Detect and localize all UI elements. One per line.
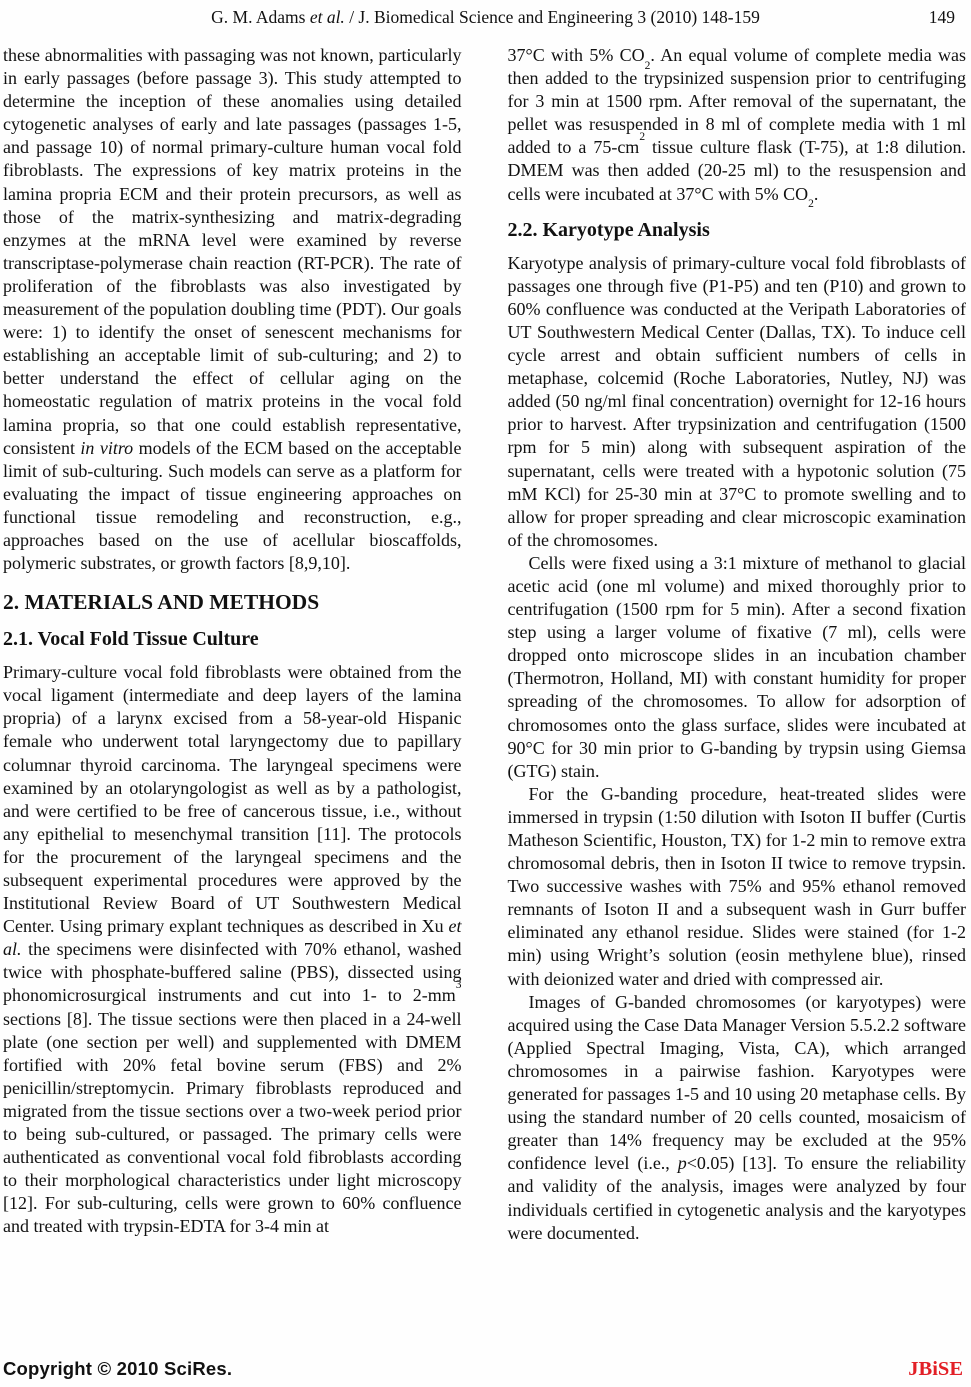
running-header: [0, 7, 971, 28]
journal-logo: JBiSE: [908, 1358, 963, 1380]
two-column-body: [3, 44, 966, 1353]
paragraph: Karyotype analysis of primary-culture vocal fold fibroblasts of passages one through five (P1-P5) and ten (P10) and grown to 60% confluence was conducted at the Veripath Laboratories of UT Southwestern Medical Center (Dallas, TX). To induce cell cycle arrest and obtain sufficient numbers of cells in metaphase, colcemid (Roche Laboratories, Nutley, NJ) was added (50 ng/ml final concentration) overnight for 12-16 hours prior to harvest. After trypsinization and centrifugation (1500 rpm for 5 min) along with subsequent aspiration of the supernatant, cells were treated with a hypotonic solution (75 mM KCl) for 25-30 min at 37°C to promote swelling and to allow for proper spreading and clear microscopic examination of the chromosomes.: [507, 252, 966, 550]
paragraph: Primary-culture vocal fold fibroblasts were obtained from the vocal ligament (intermediate and deep layers of the lamina propria) of a larynx excised from a 58-year-old Hispanic female who underwent total laryngectomy due to papillary columnar thyroid carcinoma. The laryngeal specimens were examined by an otolaryngologist as well as by a pathologist, and were certified to be free of cancerous tissue, i.e., without any epithelial to mesenchymal transition [11]. The protocols for the procurement of the laryngeal specimens and the subsequent experimental procedures were approved by the Institutional Review Board of UT Southwestern Medical Center. Using primary explant techniques as described in Xu et al. the specimens were disinfected with 70% ethanol, washed twice with phosphate-buffered saline (PBS), dissected using phonomicrosurgical instruments and cut into 1- to $2-mm^3$ sections [8]. The tissue sections were then placed in a 24-well plate (one section per well) and supplemented with DMEM fortified with 20% fetal bovine serum (FBS) and 2% penicillin/streptomycin. Primary fibroblasts reproduced and migrated from the tissue sections over a two-week period prior to being sub-cultured, or passaged. The primary cells were authenticated as conventional vocal fold fibroblasts according to their morphological characteristics under light microscopy [12]. For sub-culturing, cells were grown to 60% confluence and treated with trypsin-EDTA for 3-4 min at: [3, 662, 462, 1237]
paragraph: Cells were fixed using a 3:1 mixture of methanol to glacial acetic acid (one ml volume) and mixed thoroughly prior to centrifugation (1500 rpm for 5 min). After a second fixation step using a larger volume of fixative (7 ml), cells were dropped onto microscope slides in an incubation chamber (Thermotron, Holland, MI) with constant humidity for proper spreading of the chromosomes. To allow for adsorption of chromosomes onto the glass surface, slides were incubated at 90°C for 30 min prior to G-banding by trypsin using Giemsa (GTG) stain.: [507, 552, 966, 781]
paragraph: these abnormalities with passaging was not known, particularly in early passages (before passage 3). This study attempted to determine the inception of these anomalies using detailed cytogenetic analyses of early and late passages (passages 1-5, and passage 10) of normal primary-culture human vocal fold fibroblasts. The expressions of key matrix proteins in the lamina propria ECM and their protein precursors, as well as those of the matrix-synthesizing and matrix-degrading enzymes at the mRNA level were examined by reverse transcriptase-polymerase chain reaction (RT-PCR). The rate of proliferation of the fibroblasts was also investigated by measurement of the population doubling time (PDT). Our goals were: 1) to identify the onset of senescent mechanisms for establishing an acceptable limit of sub-culturing; and 2) to better understand the effect of cellular aging on the homeostatic regulation of matrix proteins in the vocal fold lamina propria, so that one could establish representative, consistent in vitro models of the ECM based on the acceptable limit of sub-culturing. Such models can serve as a platform for evaluating the impact of tissue engineering approaches on functional tissue remodeling and reconstruction, e.g., approaches based on the use of acellular bioscaffolds, polymeric substrates, or growth factors [8,9,10].: [3, 45, 462, 574]
paragraph: 37°C with 5% $CO_2$. An equal volume of complete media was then added to the trypsinized suspension prior to centrifuging for 3 min at 1500 rpm. After removal of the supernatant, the pellet was resuspended in 8 ml of complete media with 1 ml added to a $75-cm^2$ tissue culture flask (T-75), at 1:8 dilution. DMEM was then added (20-25 ml) to the resuspension and cells were incubated at 37°C with 5% $CO_2$.: [507, 45, 966, 211]
section-heading: 2.1. Vocal Fold Tissue Culture: [3, 628, 259, 651]
running-title-journal: / J. Biomedical Science and Engineering 3 (2010) 148-159: [344, 7, 760, 27]
page-number: 149: [928, 7, 955, 27]
section-heading: 2. MATERIALS AND METHODS: [3, 590, 320, 615]
section-heading: 2.2. Karyotype Analysis: [507, 218, 710, 241]
copyright-notice: Copyright © 2010 SciRes.: [3, 1358, 233, 1379]
left-column: [3, 44, 462, 1353]
right-column: [508, 44, 967, 1353]
running-title-prefix: G. M. Adams: [211, 7, 310, 27]
page-footer: [3, 1358, 963, 1381]
paragraph: Images of G-banded chromosomes (or karyotypes) were acquired using the Case Data Manager Version 5.5.2.2 software (Applied Spectral Imaging, Vista, CA), which arranged chromosomes in a pairwise fashion. Karyotypes were generated for passages 1-5 and 10 using 20 metaphase cells. By using the standard number of 20 cells counted, mosaicism of greater than 14% frequency may be excluded at the 95% confidence level (i.e., p<0.05) [13]. To ensure the reliability and validity of the analysis, images were analyzed by four individuals certified in cytogenetic analysis and the karyotypes were documented.: [507, 991, 966, 1243]
running-title-authors-et-al: et al.: [309, 7, 345, 27]
paragraph: For the G-banding procedure, heat-treated slides were immersed in trypsin (1:50 dilution with Isoton II buffer (Curtis Matheson Scientific, Houston, TX) for 1-2 min to remove extra chromosomal debris, then in Isoton II twice to remove trypsin. Two successive washes with 75% and 95% ethanol removed remnants of Isoton II and a subsequent wash in Gurr buffer eliminated any ethanol residue. Slides were stained (for 1-2 min) using Wright’s solution (eosin methylene blue), rinsed with deionized water and dried with compressed air.: [507, 783, 966, 989]
